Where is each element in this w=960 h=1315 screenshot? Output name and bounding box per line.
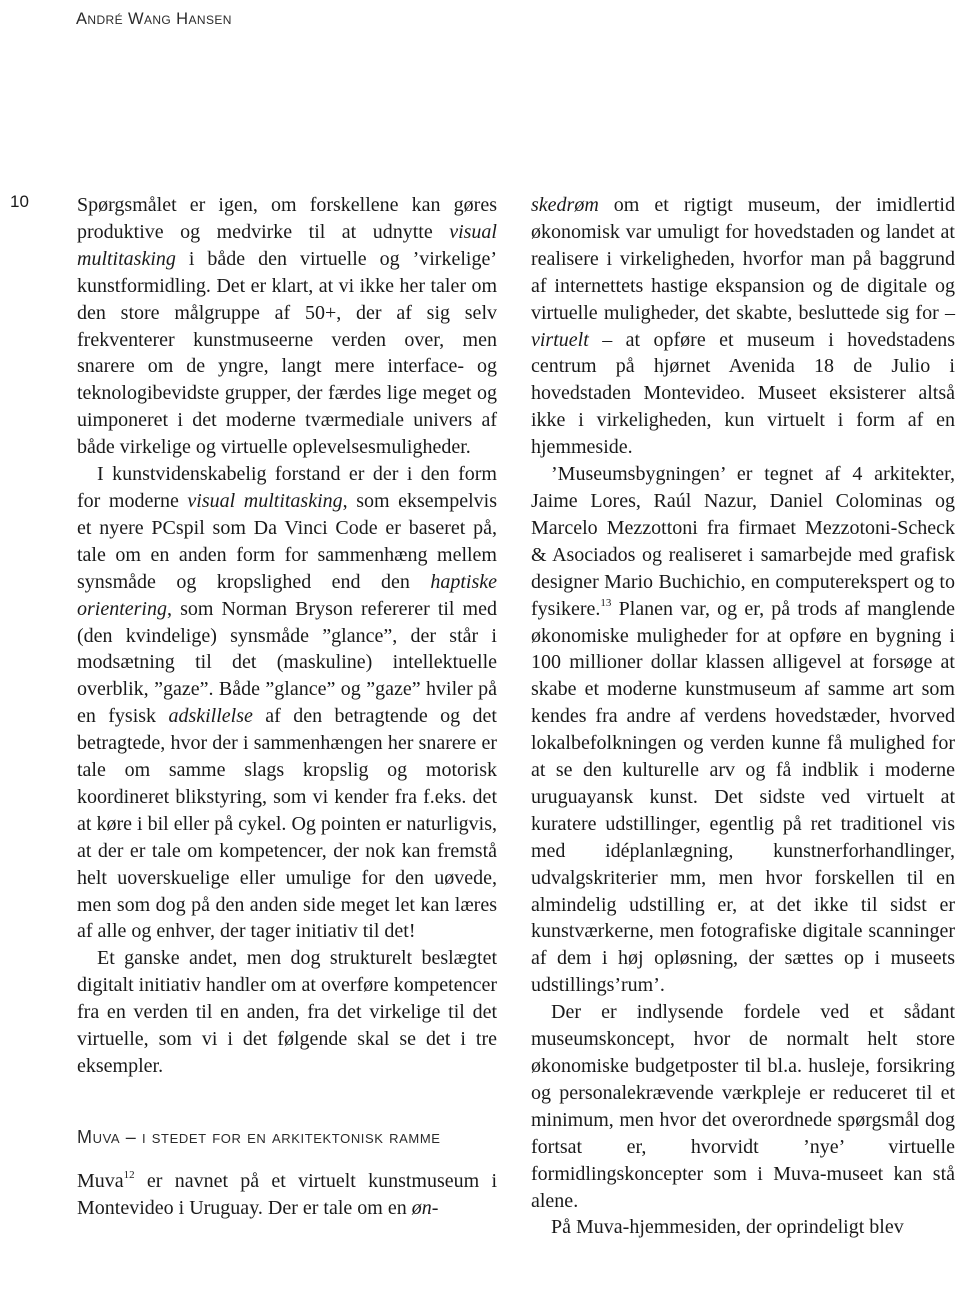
page-number: 10 bbox=[10, 192, 29, 211]
footnote-ref: 13 bbox=[600, 596, 612, 609]
section-heading: Muva – i stedet for en arkitektonisk ramme bbox=[77, 1126, 441, 1147]
paragraph: Et ganske andet, men dog strukturelt beslægtet digitalt initiativ handler om at overføre kompetencer fra en verden til en anden, fra det virkelige til det virtuelle, som vi i det følgende skal se det i tre eksempler. bbox=[77, 947, 497, 1077]
paragraph: I kunstvidenskabelig forstand er der i den form for moderne visual multitasking, som eksempelvis et nyere PCspil som Da Vinci Code er baseret på, tale om en anden form for sammenhæng mellem synsmåde og kropslighed end den haptiske orientering, som Norman Bryson refererer til med (den kvindelige) synsmåde ”glance”, der står i modsætning til det (maskuline) intellektuelle overblik, ”gaze”. Både ”glance” og ”gaze” hviler på en fysisk adskillelse af den betragtende og det betragtede, hvor der i sammenhængen her snarere er tale om samme slags kropslig og motorisk koordineret blikstyring, som vi kender fra f.eks. det at køre i bil eller på cykel. Og pointen er naturligvis, at der er tale om kompetencer, der nok kan fremstå helt uoverskuelige eller umulige for den uøvede, men som dog på den anden side meget let kan læres af alle og enhver, der tager initiativ til det! bbox=[77, 463, 497, 943]
left-column bbox=[77, 192, 497, 1222]
paragraph: Muva$^{12}$ er navnet på et virtuelt kunstmuseum i Montevideo i Uruguay. Der er tale om en øn- bbox=[77, 1168, 497, 1219]
right-column bbox=[531, 192, 955, 1241]
paragraph: Spørgsmålet er igen, om forskellene kan gøres produktive og medvirke til at udnytte visual multitasking i både den virtuelle og ’virkelige’ kunstformidling. Det er klart, at vi ikke her taler om den store målgruppe af 50+, der af sig selv frekventerer kunstmuseerne verden over, men snarere om de yngre, langt mere interface- og teknologibevidste grupper, der færdes lige meget og uimponeret i det moderne tværmediale univers af både virkelige og virtuelle oplevelsesmuligheder. bbox=[77, 194, 497, 459]
paragraph: ’Museumsbygningen’ er tegnet af 4 arkitekter, Jaime Lores, Raúl Nazur, Daniel Colominas og Marcelo Mezzottoni fra firmaet Mezzotoni-Scheck & Asociados og realiseret i samarbejde med grafisk designer Mario Buchichio, en computerekspert og to fysikere.$^{13}$ Planen var, og er, på trods af manglende økonomiske muligheder for at opføre en bygning i 100 millioner dollar klassen alligevel at forsøge at skabe et moderne kunstmuseum af samme art som kendes fra andre af verdens hovedstæder, hvorved lokalbefolkningen og verden kunne få mulighed for at se den kulturelle arv og få indblik i moderne uruguayansk kunst. Det sidste ved virtuelt at kuratere udstillinger, egentlig på ret traditionel vis med idéplanlægning, kunstnerforhandlinger, udvalgskriterier mm, men hvor forskellen til en almindelig udstilling er, at det ikke til sidst er kunstværkerne, men fotografiske digitale scanninger af dem i høj opløsning, der sættes op i museets udstillings’rum’. bbox=[531, 463, 955, 997]
paragraph: Der er indlysende fordele ved et sådant museumskoncept, hvor de normalt helt store økonomiske budgetposter til bl.a. husleje, forsikring og personalekrævende værkpleje er reduceret til et minimum, men hvor det overordnede spørgsmål dog fortsat er, hvorvidt ’nye’ virtuelle formidlingskoncepter som i Muva-museet kan stå alene. bbox=[531, 1001, 955, 1212]
paragraph: skedrøm om et rigtigt museum, der imidlertid økonomisk var umuligt for hovedstaden og landet at realisere i virkeligheden, hvorfor man på baggrund af internettets hastige ekspansion og de digitale og virtuelle muligheder, det skabte, besluttede sig for – virtuelt – at opføre et museum i hovedstadens centrum på hjørnet Avenida 18 de Julio i hovedstaden Montevideo. Museet eksisterer altså ikke i virkeligheden, kun virtuelt i form af en hjemmeside. bbox=[531, 194, 955, 459]
paragraph: På Muva-hjemmesiden, der oprindeligt blev bbox=[551, 1216, 904, 1239]
running-head: André Wang Hansen bbox=[76, 10, 232, 28]
footnote-ref: 12 bbox=[123, 1168, 135, 1181]
